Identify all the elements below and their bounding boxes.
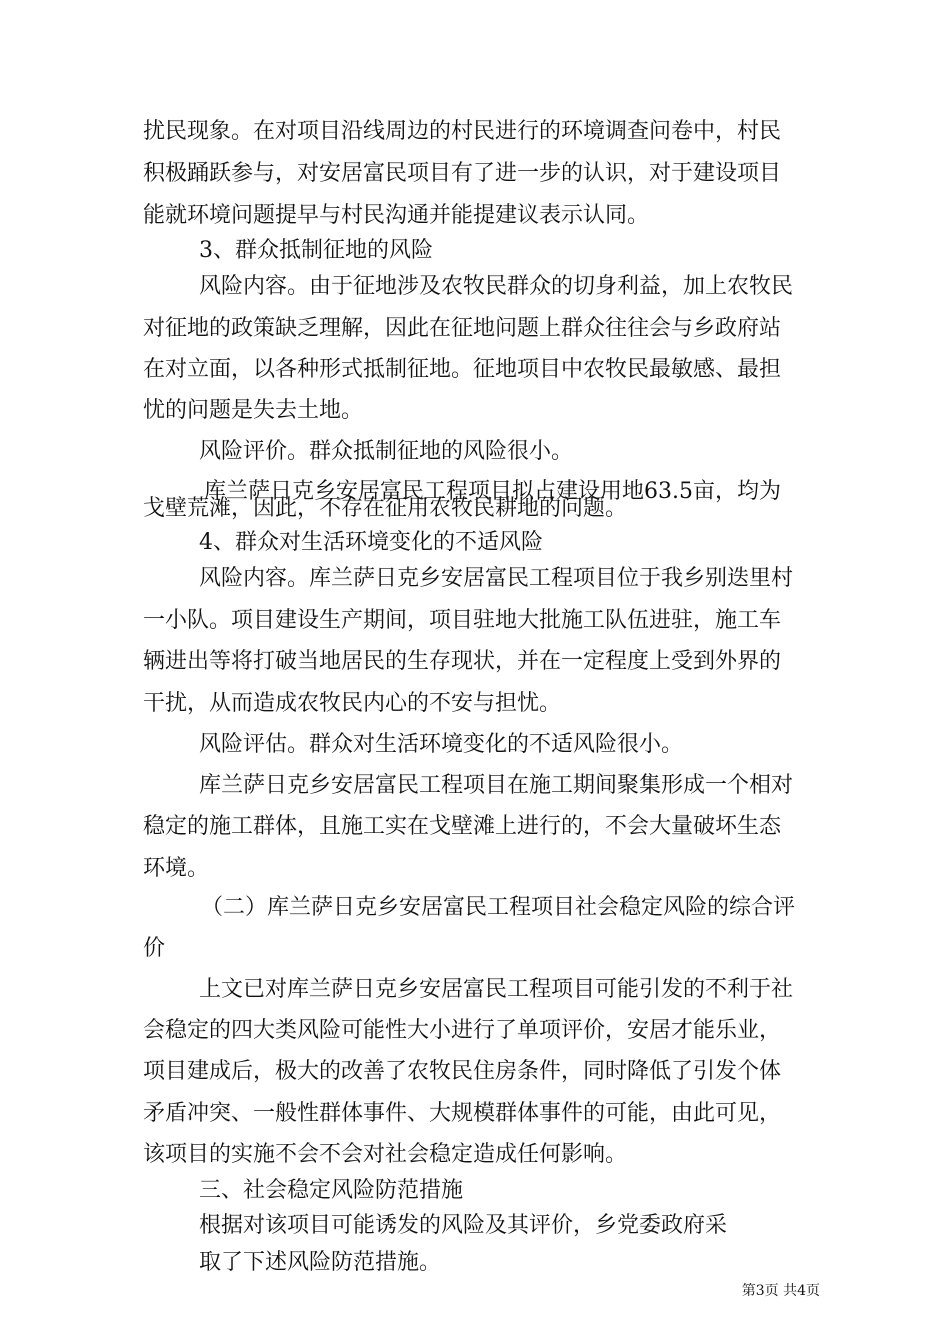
text-line: 辆进出等将打破当地居民的生存现状，并在一定程度上受到外界的 (143, 649, 782, 674)
text-line: 环境。 (143, 856, 210, 881)
text-line: 干扰，从而造成农牧民内心的不安与担忧。 (143, 691, 562, 716)
text-line: 风险评估。群众对生活环境变化的不适风险很小。 (199, 732, 684, 757)
text-line: 能就环境问题提早与村民沟通并能提建议表示认同。 (143, 203, 650, 228)
text-line: 积极踊跃参与，对安居富民项目有了进一步的认识，对于建设项目 (143, 161, 782, 186)
text-line: 该项目的实施不会不会对社会稳定造成任何影响。 (143, 1142, 628, 1167)
text-line: 库兰萨日克乡安居富民工程项目拟占建设用地63.5亩，均为 (204, 479, 781, 504)
section-heading: 三、社会稳定风险防范措施 (199, 1178, 464, 1203)
text-line: 对征地的政策缺乏理解，因此在征地问题上群众往往会与乡政府站 (143, 316, 782, 341)
text-line: 忧的问题是失去土地。 (143, 398, 364, 423)
text-line: 上文已对库兰萨日克乡安居富民工程项目可能引发的不利于社 (199, 977, 794, 1002)
section-heading: 3、群众抵制征地的风险 (199, 238, 433, 263)
text-line: 取了下述风险防范措施。 (199, 1250, 442, 1275)
text-line: 稳定的施工群体，且施工实在戈壁滩上进行的，不会大量破坏生态 (143, 814, 782, 839)
text-line: 根据对该项目可能诱发的风险及其评价，乡党委政府采 (199, 1213, 728, 1238)
text-line: 矛盾冲突、一般性群体事件、大规模群体事件的可能，由此可见， (143, 1101, 782, 1126)
text-line: 风险评价。群众抵制征地的风险很小。 (199, 439, 574, 464)
text-line: 会稳定的四大类风险可能性大小进行了单项评价，安居才能乐业， (143, 1018, 782, 1043)
page-number: 第3页 共4页 (741, 1283, 820, 1299)
text-line: 戈壁荒滩，因此，不存在征用农牧民耕地的问题。 (143, 496, 628, 521)
section-heading: 价 (143, 936, 166, 961)
text-line: 在对立面，以各种形式抵制征地。征地项目中农牧民最敏感、最担 (143, 357, 782, 382)
section-heading: 4、群众对生活环境变化的不适风险 (199, 530, 543, 555)
section-heading: （二）库兰萨日克乡安居富民工程项目社会稳定风险的综合评 (201, 895, 796, 920)
text-line: 风险内容。由于征地涉及农牧民群众的切身利益，加上农牧民 (199, 274, 794, 299)
text-line: 库兰萨日克乡安居富民工程项目在施工期间聚集形成一个相对 (199, 773, 794, 798)
text-line: 项目建成后，极大的改善了农牧民住房条件，同时降低了引发个体 (143, 1059, 782, 1084)
text-line: 风险内容。库兰萨日克乡安居富民工程项目位于我乡别迭里村 (199, 566, 794, 591)
text-line: 一小队。项目建设生产期间，项目驻地大批施工队伍进驻，施工车 (143, 608, 782, 633)
text-line: 扰民现象。在对项目沿线周边的村民进行的环境调查问卷中，村民 (143, 119, 782, 144)
